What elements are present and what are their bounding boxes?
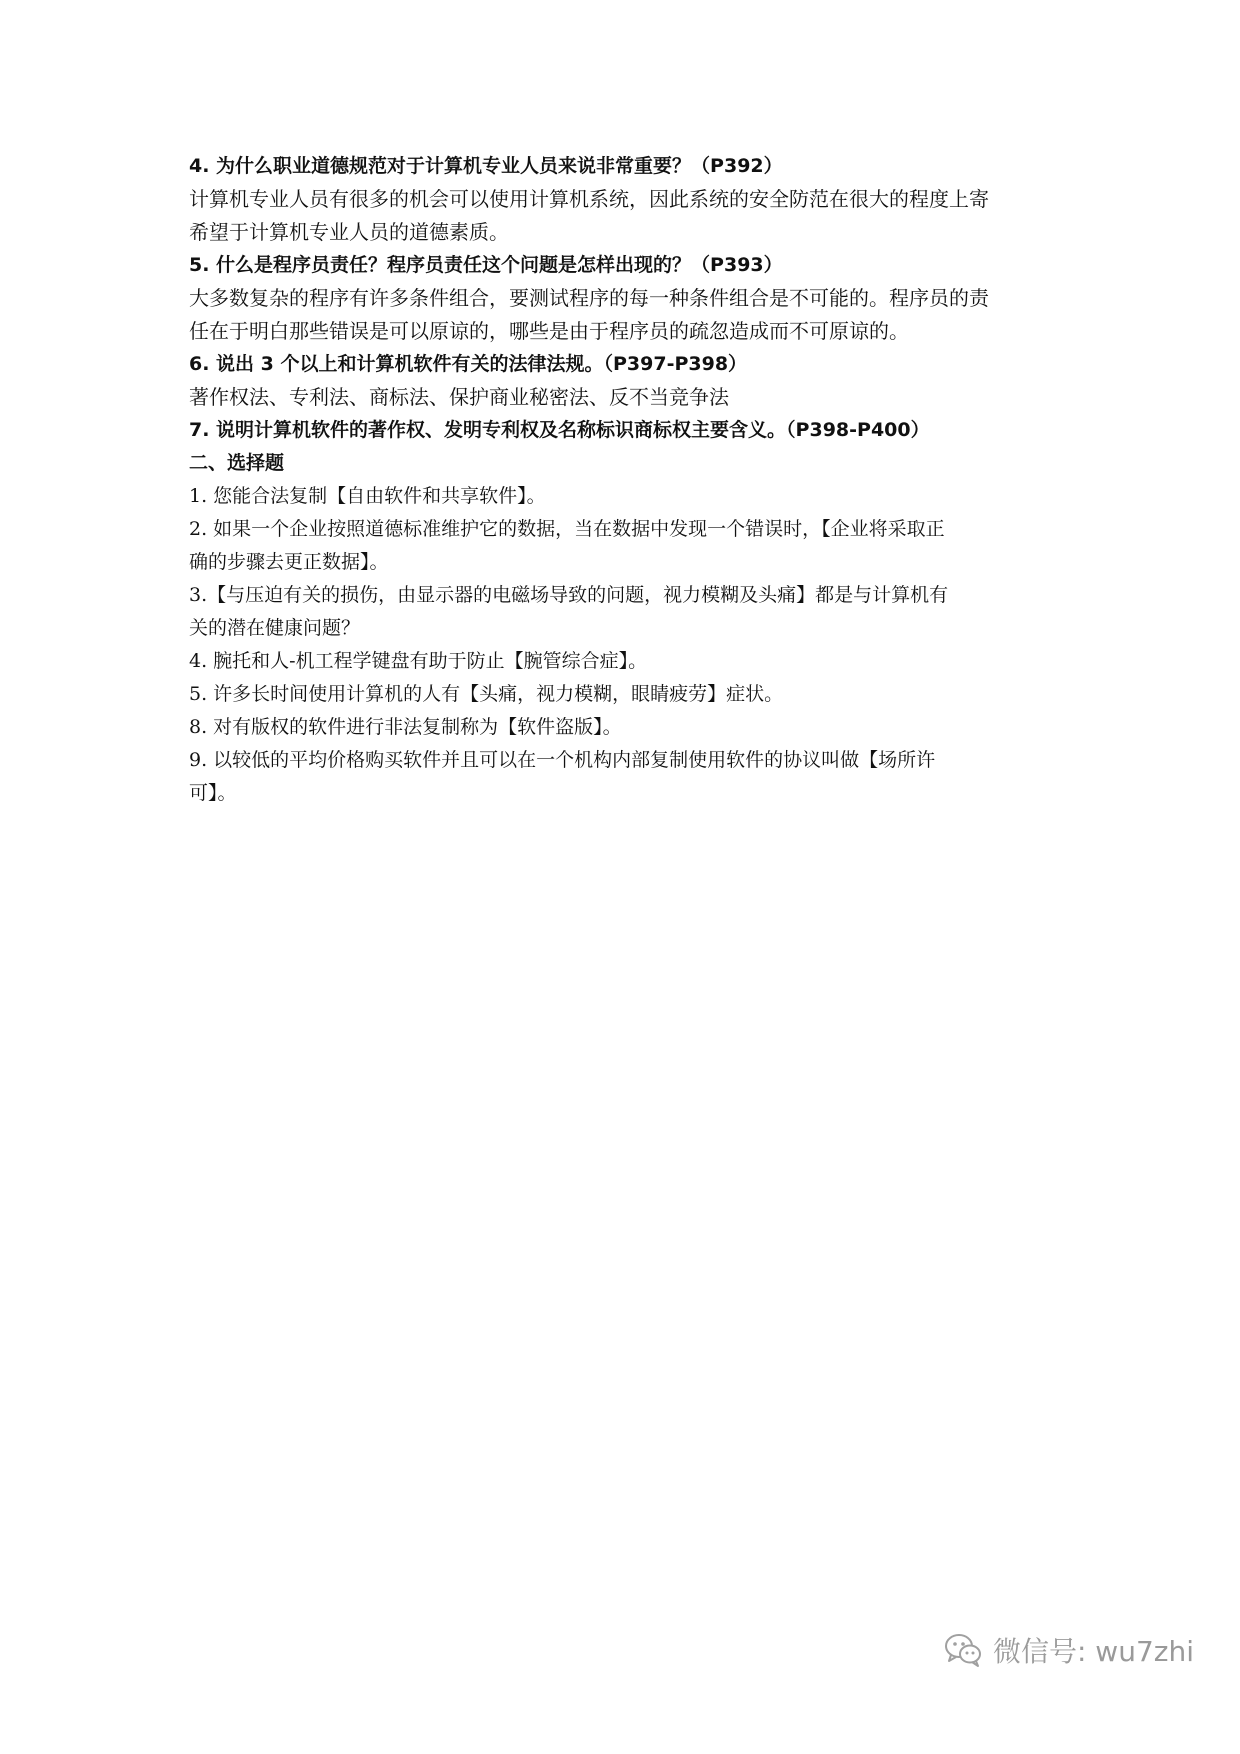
choice-item-5: 5. 许多长时间使用计算机的人有【头痛，视力模糊，眼睛疲劳】症状。 <box>189 683 784 705</box>
answer-5-line-2: 任在于明白那些错误是可以原谅的，哪些是由于程序员的疏忽造成而不可原谅的。 <box>189 319 909 343</box>
choice-item-4: 4. 腕托和人-机工程学键盘有助于防止【腕管综合症】。 <box>189 650 648 672</box>
answer-4-line-1: 计算机专业人员有很多的机会可以使用计算机系统，因此系统的安全防范在很大的程度上寄 <box>189 187 989 211</box>
choice-item-3-line-1: 3.【与压迫有关的损伤，由显示器的电磁场导致的问题，视力模糊及头痛】都是与计算机有 <box>189 584 949 606</box>
choice-item-9-line-1: 9. 以较低的平均价格购买软件并且可以在一个机构内部复制使用软件的协议叫做【场所许 <box>189 749 936 771</box>
choice-item-3-line-2: 关的潜在健康问题？ <box>189 617 361 639</box>
document-body <box>189 150 1059 810</box>
question-5: 5. 什么是程序员责任？程序员责任这个问题是怎样出现的？（P393） <box>189 254 783 276</box>
answer-4-line-2: 希望于计算机专业人员的道德素质。 <box>189 220 509 244</box>
watermark-text: 微信号: wu7zhi <box>992 1635 1194 1668</box>
answer-6: 著作权法、专利法、商标法、保护商业秘密法、反不当竞争法 <box>189 385 729 409</box>
wechat-icon <box>943 1630 983 1670</box>
choice-item-2-line-2: 确的步骤去更正数据】。 <box>189 551 389 573</box>
section-heading-choice: 二、选择题 <box>189 452 285 474</box>
choice-item-1: 1. 您能合法复制【自由软件和共享软件】。 <box>189 485 546 507</box>
question-6: 6. 说出 3 个以上和计算机软件有关的法律法规。（P397-P398） <box>189 353 748 375</box>
question-4: 4. 为什么职业道德规范对于计算机专业人员来说非常重要？（P392） <box>189 155 783 177</box>
answer-5-line-1: 大多数复杂的程序有许多条件组合，要测试程序的每一种条件组合是不可能的。程序员的责 <box>189 286 989 310</box>
choice-item-9-line-2: 可】。 <box>189 782 237 804</box>
choice-item-2-line-1: 2. 如果一个企业按照道德标准维护它的数据，当在数据中发现一个错误时，【企业将采取正 <box>189 518 945 540</box>
wechat-watermark <box>943 1630 1194 1670</box>
choice-item-8: 8. 对有版权的软件进行非法复制称为【软件盗版】。 <box>189 716 622 738</box>
question-7: 7. 说明计算机软件的著作权、发明专利权及名称标识商标权主要含义。（P398-P400） <box>189 419 930 441</box>
